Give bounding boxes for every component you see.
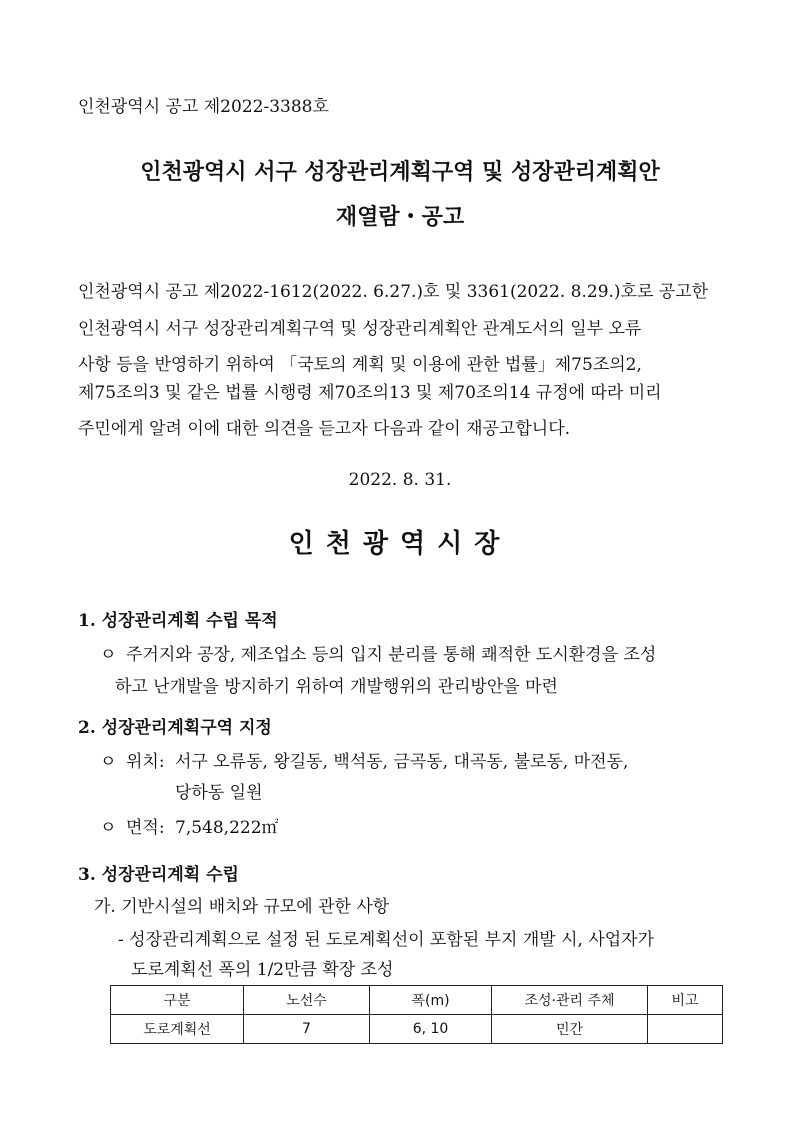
section3-subheading: 가. 기반시설의 배치와 규모에 관한 사항 bbox=[94, 897, 390, 917]
body-line: 인천광역시 서구 성장관리계획구역 및 성장관리계획안 관계도서의 일부 오류 bbox=[78, 319, 642, 339]
document-title-line2: 재열람・공고 bbox=[335, 204, 465, 230]
table-header-cell: 비고 bbox=[648, 986, 723, 1015]
table-header-cell: 폭(m) bbox=[370, 986, 492, 1015]
road-plan-table bbox=[110, 985, 723, 1044]
bullet-mark: ㅇ bbox=[100, 645, 117, 665]
table-cell: 도로계획선 bbox=[111, 1015, 244, 1044]
section2-heading: 2. 성장관리계획구역 지정 bbox=[78, 718, 272, 738]
area-label: 면적: bbox=[126, 818, 165, 838]
table-cell: 6, 10 bbox=[370, 1015, 492, 1044]
table-cell: 민간 bbox=[492, 1015, 648, 1044]
table-cell: 7 bbox=[244, 1015, 370, 1044]
notice-date: 2022. 8. 31. bbox=[348, 470, 452, 490]
table-cell bbox=[648, 1015, 723, 1044]
document-title: 인천광역시 서구 성장관리계획구역 및 성장관리계획안 bbox=[140, 159, 660, 185]
table-header-cell: 조성·관리 주체 bbox=[492, 986, 648, 1015]
bullet-mark: ㅇ bbox=[100, 818, 117, 838]
section1-heading: 1. 성장관리계획 수립 목적 bbox=[78, 611, 278, 631]
section1-text-line1: 주거지와 공장, 제조업소 등의 입지 분리를 통해 쾌적한 도시환경을 조성 bbox=[126, 645, 657, 665]
bullet-mark: ㅇ bbox=[100, 752, 117, 772]
table-header-row bbox=[111, 986, 723, 1015]
section3-text-line2: 도로계획선 폭의 1/2만큼 확장 조성 bbox=[131, 960, 394, 980]
location-value-line2: 당하동 일원 bbox=[175, 783, 263, 803]
section1-text-line2: 하고 난개발을 방지하기 위하여 개발행위의 관리방안을 마련 bbox=[115, 677, 558, 697]
location-label: 위치: bbox=[126, 752, 165, 772]
issuer-name: 인천광역시장 bbox=[288, 529, 512, 559]
table-header-cell: 노선수 bbox=[244, 986, 370, 1015]
notice-number: 인천광역시 공고 제2022-3388호 bbox=[78, 97, 329, 117]
body-line: 제75조의3 및 같은 법률 시행령 제70조의13 및 제70조의14 규정에 따라 미리 bbox=[78, 383, 662, 403]
section3-text-line1: - 성장관리계획으로 설정 된 도로계획선이 포함된 부지 개발 시, 사업자가 bbox=[118, 930, 655, 950]
section3-heading: 3. 성장관리계획 수립 bbox=[78, 865, 239, 885]
table-header-cell: 구분 bbox=[111, 986, 244, 1015]
table-row bbox=[111, 1015, 723, 1044]
location-value-line1: 서구 오류동, 왕길동, 백석동, 금곡동, 대곡동, 불로동, 마전동, bbox=[175, 752, 629, 772]
body-line: 인천광역시 공고 제2022-1612(2022. 6.27.)호 및 3361(2022. 8.29.)호로 공고한 bbox=[78, 282, 709, 302]
area-value: 7,548,222㎡ bbox=[175, 818, 279, 838]
body-line: 사항 등을 반영하기 위하여 「국토의 계획 및 이용에 관한 법률」제75조의2, bbox=[78, 355, 642, 375]
body-line: 주민에게 알려 이에 대한 의견을 듣고자 다음과 같이 재공고합니다. bbox=[78, 419, 571, 439]
